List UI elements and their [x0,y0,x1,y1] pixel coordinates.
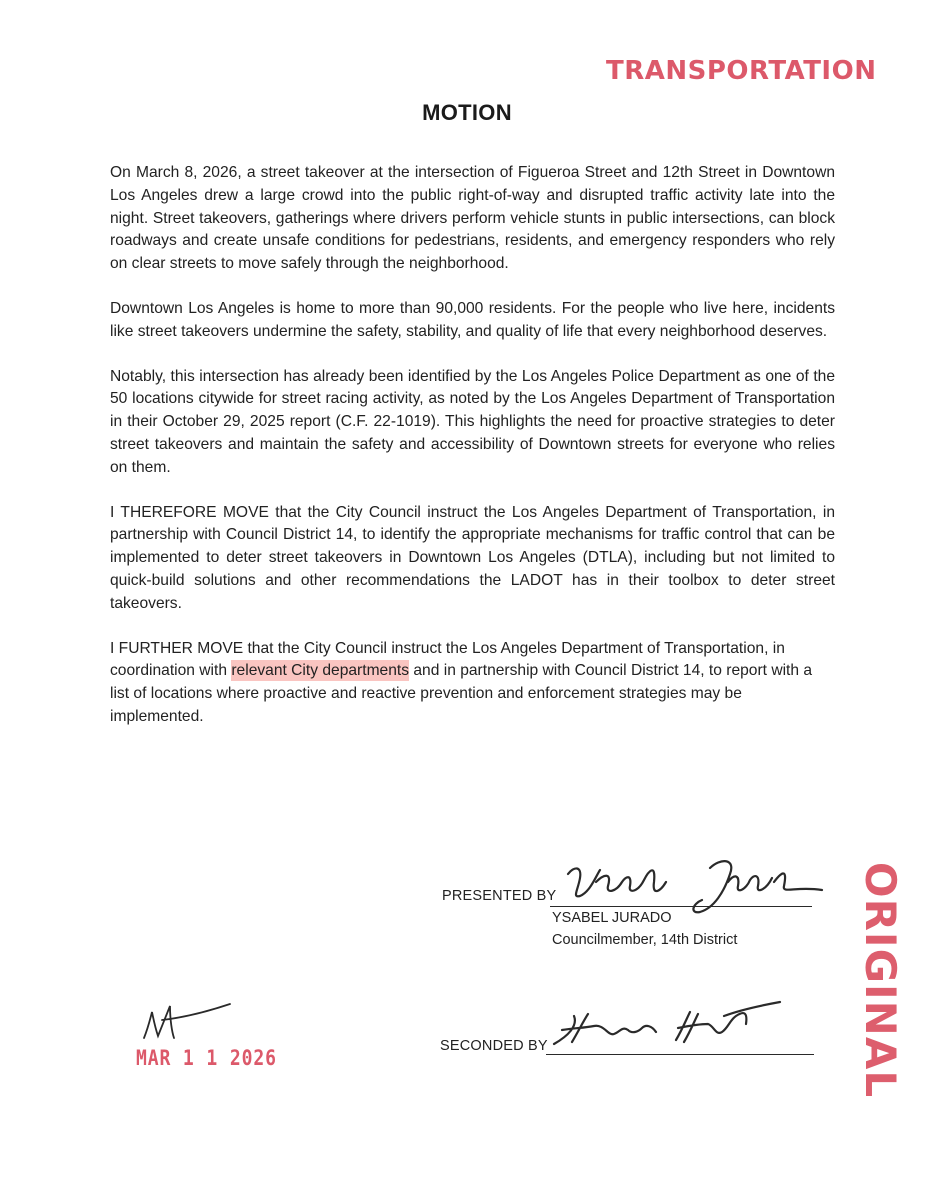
seconded-by-label: SECONDED BY [440,1038,548,1054]
motion-body [110,162,835,751]
presenter-role: Councilmember, 14th District [552,932,738,948]
further-move-text-start: I FURTHER MOVE that the City Council instruct the Los Angeles Department of Transportation, in coordination with [110,639,785,680]
transportation-stamp: TRANSPORTATION [606,56,877,86]
original-stamp: ORIGINAL [856,861,905,1099]
further-move-text-end: and in partnership with Council District 14, to report with a list of locations where proactive and reactive prevention and enforcement strategies may be implemented. [110,662,813,725]
seconded-signature [548,996,788,1060]
highlighted-text: relevant City departments [231,662,410,680]
paragraph-location-history: Notably, this intersection has already been identified by the Los Angeles Police Department as one of the 50 locations citywide for street racing activity, as noted by the Los Angeles Department of Transportation in their October 29, 2025 report (C.F. 22-1019). This highlights the need for proactive strategies to deter street takeovers and maintain the safety and accessibility of Downtown streets for everyone who relies on them. [110,367,835,476]
paragraph-further-move [110,638,835,729]
paragraph-background: On March 8, 2026, a street takeover at the intersection of Figueroa Street and 12th Street in Downtown Los Angeles drew a large crowd into the public right-of-way and disrupted traffic activity late into the night. Street takeovers, gatherings where drivers perform vehicle stunts in public intersections, can block roadways and create unsafe conditions for pedestrians, residents, and emergency responders who rely on clear streets to move safely through the neighborhood. [110,164,835,273]
page-title: MOTION [422,100,512,125]
received-date-stamp: MAR 1 1 2026 [136,1046,277,1070]
paragraph-residents: Downtown Los Angeles is home to more than 90,000 residents. For the people who live here, incidents like street takeovers undermine the safety, stability, and quality of life that every neighborhood deserves. [110,299,835,340]
initials-mark [140,998,236,1046]
presented-by-label: PRESENTED BY [442,888,557,904]
presenter-name: YSABEL JURADO [552,910,672,926]
paragraph-therefore-move: I THEREFORE MOVE that the City Council instruct the Los Angeles Department of Transportation, in partnership with Council District 14, to identify the appropriate mechanisms for traffic control that can be implemented to deter street takeovers in Downtown Los Angeles (DTLA), including but not limited to quick-build solutions and other recommendations the LADOT has in their toolbox to deter street takeovers. [110,503,835,612]
